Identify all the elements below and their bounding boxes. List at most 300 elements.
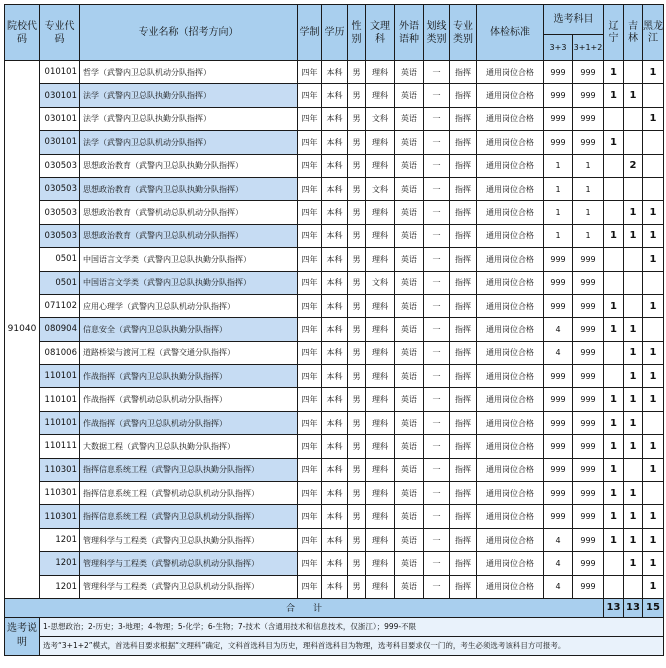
jilin-count-cell: 2 <box>624 154 643 177</box>
heilongjiang-count-cell: 1 <box>643 107 664 130</box>
liaoning-count-cell: 1 <box>604 482 624 505</box>
major-type-cell: 指挥 <box>450 388 477 411</box>
sub-33-cell: 999 <box>544 505 573 528</box>
heilongjiang-count-cell <box>643 84 664 107</box>
track-cell: 理科 <box>366 435 395 458</box>
schooling-cell: 四年 <box>298 482 322 505</box>
major-code-cell: 110101 <box>40 411 80 434</box>
track-cell: 理科 <box>366 505 395 528</box>
major-type-cell: 指挥 <box>450 84 477 107</box>
track-cell: 文科 <box>366 271 395 294</box>
sub-33-cell: 999 <box>544 435 573 458</box>
sub-312-cell: 999 <box>573 575 604 598</box>
schooling-cell: 四年 <box>298 61 322 84</box>
schooling-cell: 四年 <box>298 575 322 598</box>
physical-cell: 通用岗位合格 <box>477 365 544 388</box>
degree-cell: 本科 <box>322 528 348 551</box>
degree-cell: 本科 <box>322 201 348 224</box>
physical-cell: 通用岗位合格 <box>477 154 544 177</box>
table-row <box>5 552 664 575</box>
track-cell: 理科 <box>366 411 395 434</box>
major-code-cell: 030503 <box>40 154 80 177</box>
gender-cell: 男 <box>348 84 366 107</box>
track-cell: 理科 <box>366 248 395 271</box>
jilin-count-cell: 1 <box>624 224 643 247</box>
liaoning-count-cell <box>604 575 624 598</box>
gender-cell: 男 <box>348 177 366 200</box>
sub-312-cell: 999 <box>573 248 604 271</box>
major-type-cell: 指挥 <box>450 294 477 317</box>
major-type-cell: 指挥 <box>450 435 477 458</box>
header-school-code: 院校代码 <box>5 5 40 61</box>
batch-cell: 一 <box>424 177 450 200</box>
jilin-count-cell: 1 <box>624 341 643 364</box>
batch-cell: 一 <box>424 552 450 575</box>
major-type-cell: 指挥 <box>450 177 477 200</box>
heilongjiang-count-cell: 1 <box>643 201 664 224</box>
major-name-cell: 中国语言文学类（武警内卫总队执勤分队指挥） <box>80 248 298 271</box>
track-cell: 理科 <box>366 341 395 364</box>
schooling-cell: 四年 <box>298 177 322 200</box>
degree-cell: 本科 <box>322 318 348 341</box>
heilongjiang-count-cell <box>643 177 664 200</box>
table-row <box>5 388 664 411</box>
physical-cell: 通用岗位合格 <box>477 435 544 458</box>
gender-cell: 男 <box>348 528 366 551</box>
degree-cell: 本科 <box>322 411 348 434</box>
header-gender: 性别 <box>348 5 366 61</box>
major-name-cell: 思想政治教育（武警内卫总队执勤分队指挥） <box>80 154 298 177</box>
gender-cell: 男 <box>348 154 366 177</box>
heilongjiang-count-cell: 1 <box>643 341 664 364</box>
schooling-cell: 四年 <box>298 224 322 247</box>
major-code-cell: 110301 <box>40 458 80 481</box>
batch-cell: 一 <box>424 224 450 247</box>
jilin-count-cell <box>624 131 643 154</box>
table-row <box>5 84 664 107</box>
language-cell: 英语 <box>395 248 424 271</box>
table-row <box>5 177 664 200</box>
table-row <box>5 271 664 294</box>
degree-cell: 本科 <box>322 61 348 84</box>
language-cell: 英语 <box>395 482 424 505</box>
sub-312-cell: 1 <box>573 154 604 177</box>
major-type-cell: 指挥 <box>450 201 477 224</box>
batch-cell: 一 <box>424 201 450 224</box>
major-code-cell: 030503 <box>40 201 80 224</box>
major-name-cell: 作战指挥（武警内卫总队执勤分队指挥） <box>80 365 298 388</box>
major-name-cell: 法学（武警内卫总队执勤分队指挥） <box>80 84 298 107</box>
sub-312-cell: 999 <box>573 341 604 364</box>
degree-cell: 本科 <box>322 552 348 575</box>
gender-cell: 男 <box>348 552 366 575</box>
gender-cell: 男 <box>348 365 366 388</box>
sub-312-cell: 999 <box>573 482 604 505</box>
sub-33-cell: 1 <box>544 201 573 224</box>
gender-cell: 男 <box>348 435 366 458</box>
sub-312-cell: 999 <box>573 294 604 317</box>
gender-cell: 男 <box>348 575 366 598</box>
jilin-count-cell: 1 <box>624 552 643 575</box>
major-type-cell: 指挥 <box>450 528 477 551</box>
major-code-cell: 1201 <box>40 552 80 575</box>
schooling-cell: 四年 <box>298 154 322 177</box>
physical-cell: 通用岗位合格 <box>477 84 544 107</box>
liaoning-count-cell: 1 <box>604 84 624 107</box>
degree-cell: 本科 <box>322 365 348 388</box>
degree-cell: 本科 <box>322 482 348 505</box>
degree-cell: 本科 <box>322 505 348 528</box>
table-row <box>5 318 664 341</box>
physical-cell: 通用岗位合格 <box>477 248 544 271</box>
jilin-count-cell: 1 <box>624 201 643 224</box>
track-cell: 理科 <box>366 528 395 551</box>
track-cell: 理科 <box>366 318 395 341</box>
major-type-cell: 指挥 <box>450 154 477 177</box>
gender-cell: 男 <box>348 318 366 341</box>
heilongjiang-count-cell <box>643 131 664 154</box>
table-row <box>5 154 664 177</box>
total-heilongjiang: 15 <box>643 598 664 617</box>
schooling-cell: 四年 <box>298 458 322 481</box>
language-cell: 英语 <box>395 294 424 317</box>
batch-cell: 一 <box>424 271 450 294</box>
header-batch: 划线类别 <box>424 5 450 61</box>
track-cell: 理科 <box>366 388 395 411</box>
sub-33-cell: 999 <box>544 365 573 388</box>
physical-cell: 通用岗位合格 <box>477 224 544 247</box>
track-cell: 理科 <box>366 84 395 107</box>
table-row <box>5 505 664 528</box>
table-row <box>5 131 664 154</box>
sub-33-cell: 999 <box>544 294 573 317</box>
degree-cell: 本科 <box>322 435 348 458</box>
notes-line-1: 1-思想政治；2-历史；3-地理；4-物理；5-化学；6-生物；7-技术（含通用技术和信息技术，仅浙江）；999-不限 <box>40 617 664 636</box>
language-cell: 英语 <box>395 575 424 598</box>
major-name-cell: 指挥信息系统工程（武警机动总队机动分队指挥） <box>80 482 298 505</box>
heilongjiang-count-cell: 1 <box>643 435 664 458</box>
jilin-count-cell <box>624 61 643 84</box>
liaoning-count-cell <box>604 248 624 271</box>
physical-cell: 通用岗位合格 <box>477 505 544 528</box>
language-cell: 英语 <box>395 131 424 154</box>
heilongjiang-count-cell: 1 <box>643 575 664 598</box>
physical-cell: 通用岗位合格 <box>477 177 544 200</box>
jilin-count-cell <box>624 271 643 294</box>
major-name-cell: 指挥信息系统工程（武警内卫总队执勤分队指挥） <box>80 458 298 481</box>
gender-cell: 男 <box>348 458 366 481</box>
major-code-cell: 0501 <box>40 271 80 294</box>
major-name-cell: 信息安全（武警内卫总队执勤分队指挥） <box>80 318 298 341</box>
sub-33-cell: 1 <box>544 154 573 177</box>
major-type-cell: 指挥 <box>450 271 477 294</box>
schooling-cell: 四年 <box>298 271 322 294</box>
liaoning-count-cell: 1 <box>604 224 624 247</box>
batch-cell: 一 <box>424 318 450 341</box>
batch-cell: 一 <box>424 154 450 177</box>
schooling-cell: 四年 <box>298 552 322 575</box>
gender-cell: 男 <box>348 107 366 130</box>
notes-line-2: 选考“3+1+2”模式，首选科目要求根据“文理科”确定，文科首选科目为历史，理科首选科目为物理，选考科目要求仅一门的，考生必须选考该科目方可报考。 <box>40 636 664 655</box>
liaoning-count-cell <box>604 201 624 224</box>
degree-cell: 本科 <box>322 177 348 200</box>
physical-cell: 通用岗位合格 <box>477 131 544 154</box>
heilongjiang-count-cell <box>643 411 664 434</box>
sub-312-cell: 999 <box>573 435 604 458</box>
table-row <box>5 411 664 434</box>
major-code-cell: 110301 <box>40 482 80 505</box>
major-name-cell: 法学（武警内卫总队执勤分队指挥） <box>80 107 298 130</box>
major-name-cell: 应用心理学（武警内卫总队机动分队指挥） <box>80 294 298 317</box>
sub-33-cell: 999 <box>544 482 573 505</box>
major-code-cell: 030101 <box>40 107 80 130</box>
sub-33-cell: 999 <box>544 107 573 130</box>
physical-cell: 通用岗位合格 <box>477 458 544 481</box>
heilongjiang-count-cell: 1 <box>643 388 664 411</box>
gender-cell: 男 <box>348 61 366 84</box>
table-row <box>5 365 664 388</box>
major-type-cell: 指挥 <box>450 61 477 84</box>
physical-cell: 通用岗位合格 <box>477 294 544 317</box>
sub-33-cell: 1 <box>544 224 573 247</box>
total-jilin: 13 <box>624 598 643 617</box>
sub-33-cell: 4 <box>544 341 573 364</box>
batch-cell: 一 <box>424 388 450 411</box>
table-row <box>5 458 664 481</box>
jilin-count-cell <box>624 575 643 598</box>
schooling-cell: 四年 <box>298 84 322 107</box>
sub-33-cell: 999 <box>544 388 573 411</box>
table-row <box>5 224 664 247</box>
table-row <box>5 294 664 317</box>
major-name-cell: 思想政治教育（武警内卫总队执勤分队指挥） <box>80 177 298 200</box>
liaoning-count-cell: 1 <box>604 458 624 481</box>
major-type-cell: 指挥 <box>450 224 477 247</box>
table-row <box>5 528 664 551</box>
major-code-cell: 030503 <box>40 224 80 247</box>
batch-cell: 一 <box>424 528 450 551</box>
header-major-code: 专业代码 <box>40 5 80 61</box>
header-track: 文理科 <box>366 5 395 61</box>
sub-33-cell: 999 <box>544 84 573 107</box>
gender-cell: 男 <box>348 271 366 294</box>
heilongjiang-count-cell: 1 <box>643 552 664 575</box>
total-label: 合 计 <box>5 598 604 617</box>
liaoning-count-cell <box>604 154 624 177</box>
gender-cell: 男 <box>348 341 366 364</box>
language-cell: 英语 <box>395 107 424 130</box>
heilongjiang-count-cell <box>643 482 664 505</box>
major-name-cell: 管理科学与工程类（武警机动总队机动分队指挥） <box>80 552 298 575</box>
language-cell: 英语 <box>395 552 424 575</box>
jilin-count-cell: 1 <box>624 482 643 505</box>
heilongjiang-count-cell <box>643 271 664 294</box>
language-cell: 英语 <box>395 505 424 528</box>
major-code-cell: 071102 <box>40 294 80 317</box>
physical-cell: 通用岗位合格 <box>477 107 544 130</box>
major-name-cell: 中国语言文学类（武警内卫总队执勤分队指挥） <box>80 271 298 294</box>
total-liaoning: 13 <box>604 598 624 617</box>
liaoning-count-cell <box>604 107 624 130</box>
major-code-cell: 110301 <box>40 505 80 528</box>
degree-cell: 本科 <box>322 84 348 107</box>
heilongjiang-count-cell: 1 <box>643 224 664 247</box>
sub-33-cell: 999 <box>544 61 573 84</box>
header-sub-33: 3+3 <box>544 35 573 61</box>
jilin-count-cell <box>624 248 643 271</box>
note-row-2 <box>5 636 664 655</box>
liaoning-count-cell: 1 <box>604 528 624 551</box>
major-code-cell: 110111 <box>40 435 80 458</box>
batch-cell: 一 <box>424 84 450 107</box>
school-code-cell: 91040 <box>5 61 40 599</box>
track-cell: 理科 <box>366 365 395 388</box>
batch-cell: 一 <box>424 294 450 317</box>
language-cell: 英语 <box>395 458 424 481</box>
major-type-cell: 指挥 <box>450 411 477 434</box>
sub-312-cell: 999 <box>573 107 604 130</box>
track-cell: 理科 <box>366 201 395 224</box>
batch-cell: 一 <box>424 248 450 271</box>
major-code-cell: 110101 <box>40 365 80 388</box>
sub-33-cell: 999 <box>544 131 573 154</box>
liaoning-count-cell <box>604 341 624 364</box>
batch-cell: 一 <box>424 482 450 505</box>
schooling-cell: 四年 <box>298 201 322 224</box>
notes-label: 选考说明 <box>5 617 40 655</box>
gender-cell: 男 <box>348 248 366 271</box>
major-code-cell: 030503 <box>40 177 80 200</box>
jilin-count-cell: 1 <box>624 84 643 107</box>
liaoning-count-cell <box>604 365 624 388</box>
major-type-cell: 指挥 <box>450 248 477 271</box>
batch-cell: 一 <box>424 505 450 528</box>
degree-cell: 本科 <box>322 224 348 247</box>
enrollment-table <box>4 4 664 656</box>
jilin-count-cell: 1 <box>624 365 643 388</box>
heilongjiang-count-cell <box>643 154 664 177</box>
language-cell: 英语 <box>395 224 424 247</box>
header-subjects: 选考科目 <box>544 5 604 35</box>
jilin-count-cell: 1 <box>624 388 643 411</box>
table-row <box>5 435 664 458</box>
degree-cell: 本科 <box>322 107 348 130</box>
major-code-cell: 110101 <box>40 388 80 411</box>
major-name-cell: 法学（武警内卫总队机动分队指挥） <box>80 131 298 154</box>
physical-cell: 通用岗位合格 <box>477 61 544 84</box>
physical-cell: 通用岗位合格 <box>477 271 544 294</box>
physical-cell: 通用岗位合格 <box>477 552 544 575</box>
language-cell: 英语 <box>395 388 424 411</box>
header-jilin: 吉林 <box>624 5 643 61</box>
language-cell: 英语 <box>395 177 424 200</box>
language-cell: 英语 <box>395 318 424 341</box>
heilongjiang-count-cell: 1 <box>643 505 664 528</box>
language-cell: 英语 <box>395 435 424 458</box>
schooling-cell: 四年 <box>298 294 322 317</box>
major-type-cell: 指挥 <box>450 318 477 341</box>
major-name-cell: 管理科学与工程类（武警内卫总队执勤分队指挥） <box>80 528 298 551</box>
major-code-cell: 080904 <box>40 318 80 341</box>
major-type-cell: 指挥 <box>450 458 477 481</box>
liaoning-count-cell: 1 <box>604 131 624 154</box>
major-type-cell: 指挥 <box>450 575 477 598</box>
liaoning-count-cell <box>604 177 624 200</box>
liaoning-count-cell: 1 <box>604 388 624 411</box>
table-row <box>5 248 664 271</box>
schooling-cell: 四年 <box>298 131 322 154</box>
sub-33-cell: 999 <box>544 411 573 434</box>
language-cell: 英语 <box>395 154 424 177</box>
schooling-cell: 四年 <box>298 341 322 364</box>
language-cell: 英语 <box>395 271 424 294</box>
batch-cell: 一 <box>424 411 450 434</box>
sub-33-cell: 4 <box>544 528 573 551</box>
jilin-count-cell: 1 <box>624 411 643 434</box>
degree-cell: 本科 <box>322 271 348 294</box>
degree-cell: 本科 <box>322 341 348 364</box>
major-name-cell: 作战指挥（武警机动总队机动分队指挥） <box>80 388 298 411</box>
sub-33-cell: 1 <box>544 177 573 200</box>
major-name-cell: 哲学（武警内卫总队机动分队指挥） <box>80 61 298 84</box>
major-type-cell: 指挥 <box>450 341 477 364</box>
batch-cell: 一 <box>424 61 450 84</box>
table-body <box>5 61 664 599</box>
track-cell: 文科 <box>366 177 395 200</box>
header-language: 外语语种 <box>395 5 424 61</box>
major-name-cell: 管理科学与工程类（武警内卫总队机动分队指挥） <box>80 575 298 598</box>
track-cell: 理科 <box>366 224 395 247</box>
major-name-cell: 指挥信息系统工程（武警内卫总队机动分队指挥） <box>80 505 298 528</box>
major-type-cell: 指挥 <box>450 482 477 505</box>
sub-312-cell: 1 <box>573 224 604 247</box>
sub-312-cell: 999 <box>573 388 604 411</box>
major-code-cell: 0501 <box>40 248 80 271</box>
table-row <box>5 482 664 505</box>
sub-312-cell: 999 <box>573 318 604 341</box>
degree-cell: 本科 <box>322 294 348 317</box>
schooling-cell: 四年 <box>298 528 322 551</box>
table-row <box>5 575 664 598</box>
sub-33-cell: 4 <box>544 575 573 598</box>
major-code-cell: 010101 <box>40 61 80 84</box>
degree-cell: 本科 <box>322 154 348 177</box>
gender-cell: 男 <box>348 505 366 528</box>
sub-33-cell: 999 <box>544 248 573 271</box>
sub-312-cell: 1 <box>573 201 604 224</box>
header-schooling: 学制 <box>298 5 322 61</box>
header-heilongjiang: 黑龙江 <box>643 5 664 61</box>
batch-cell: 一 <box>424 575 450 598</box>
major-type-cell: 指挥 <box>450 505 477 528</box>
track-cell: 理科 <box>366 458 395 481</box>
liaoning-count-cell: 1 <box>604 435 624 458</box>
sub-312-cell: 999 <box>573 61 604 84</box>
track-cell: 理科 <box>366 61 395 84</box>
major-type-cell: 指挥 <box>450 365 477 388</box>
jilin-count-cell: 1 <box>624 505 643 528</box>
physical-cell: 通用岗位合格 <box>477 388 544 411</box>
table-row <box>5 61 664 84</box>
batch-cell: 一 <box>424 435 450 458</box>
track-cell: 文科 <box>366 107 395 130</box>
track-cell: 理科 <box>366 552 395 575</box>
heilongjiang-count-cell <box>643 318 664 341</box>
track-cell: 理科 <box>366 575 395 598</box>
batch-cell: 一 <box>424 107 450 130</box>
gender-cell: 男 <box>348 131 366 154</box>
jilin-count-cell <box>624 294 643 317</box>
